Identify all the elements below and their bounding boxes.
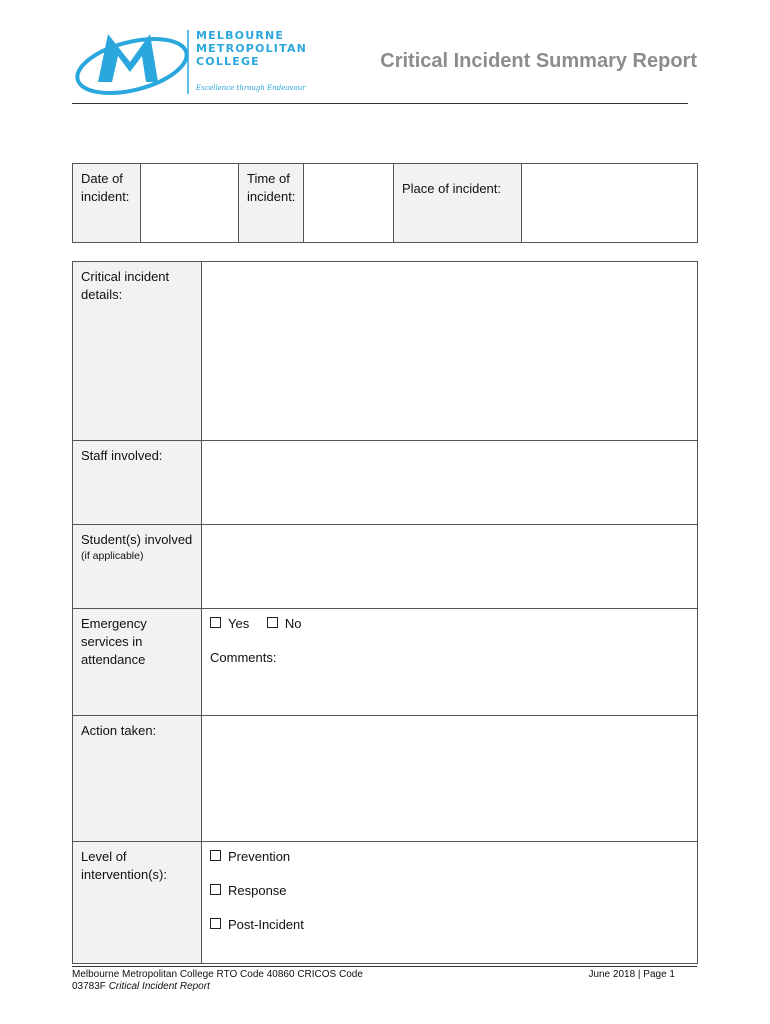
- staff-involved-label: Staff involved:: [73, 441, 202, 525]
- emergency-yes-option[interactable]: [210, 615, 249, 633]
- footer-code: 03783F: [72, 981, 106, 992]
- checkbox-icon[interactable]: [210, 918, 221, 929]
- response-option[interactable]: [210, 882, 689, 900]
- incident-info-table: [72, 163, 698, 243]
- emergency-services-cell: [202, 609, 698, 716]
- no-label: No: [284, 616, 302, 631]
- yes-label: Yes: [228, 616, 250, 631]
- time-field[interactable]: [304, 164, 394, 243]
- staff-involved-field[interactable]: [202, 441, 698, 525]
- action-taken-field[interactable]: [202, 716, 698, 842]
- place-label: Place of incident:: [394, 164, 522, 243]
- page-footer: [72, 966, 697, 992]
- checkbox-icon[interactable]: [267, 617, 278, 628]
- comments-label: Comments:: [210, 650, 277, 665]
- footer-page-info: June 2018 | Page 1: [588, 969, 675, 980]
- footer-college-line: Melbourne Metropolitan College RTO Code 40860 CRICOS Code: [72, 969, 363, 980]
- level-intervention-label: Level of intervention(s):: [73, 842, 202, 964]
- emergency-no-option[interactable]: [267, 615, 302, 633]
- critical-details-label: Critical incident details:: [73, 262, 202, 441]
- action-taken-label: Action taken:: [73, 716, 202, 842]
- time-label: Time of incident:: [239, 164, 304, 243]
- prevention-label: Prevention: [228, 849, 291, 864]
- page-title: Critical Incident Summary Report: [380, 50, 697, 72]
- emergency-services-label: Emergency services in attendance: [73, 609, 202, 716]
- date-field[interactable]: [141, 164, 239, 243]
- response-label: Response: [228, 883, 287, 898]
- place-field[interactable]: [522, 164, 698, 243]
- post-incident-option[interactable]: [210, 916, 689, 934]
- level-intervention-cell: [202, 842, 698, 964]
- date-label: Date of incident:: [73, 164, 141, 243]
- students-involved-field[interactable]: [202, 525, 698, 609]
- incident-details-table: [72, 261, 698, 964]
- students-involved-label: [73, 525, 202, 609]
- footer-doc-line: [72, 981, 402, 993]
- checkbox-icon[interactable]: [210, 884, 221, 895]
- prevention-option[interactable]: [210, 848, 689, 866]
- header-rule: [72, 103, 688, 104]
- students-note: (if applicable): [81, 550, 144, 562]
- checkbox-icon[interactable]: [210, 850, 221, 861]
- logo-tagline: Excellence through Endeavour: [196, 84, 306, 92]
- checkbox-icon[interactable]: [210, 617, 221, 628]
- students-label-text: Student(s) involved: [81, 532, 193, 547]
- footer-doc-name: Critical Incident Report: [108, 981, 210, 992]
- logo-wordmark: MELBOURNE METROPOLITAN COLLEGE: [196, 29, 308, 68]
- critical-details-field[interactable]: [202, 262, 698, 441]
- footer-left: [72, 969, 402, 993]
- post-incident-label: Post-Incident: [228, 917, 304, 932]
